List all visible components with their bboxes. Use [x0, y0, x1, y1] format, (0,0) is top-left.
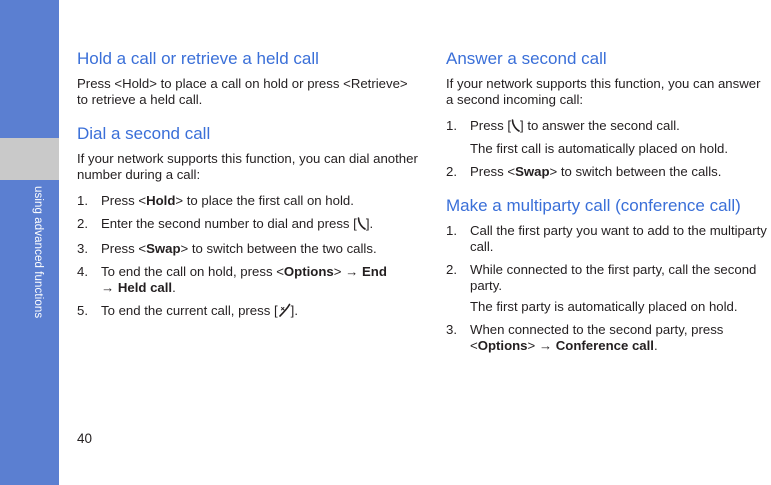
list-item: 1. Press [ ] to answer the second call. The first call is automatically placed on hold.: [446, 118, 729, 156]
list-item: 4. To end the call on hold, press <Options> → End → Held call.: [77, 264, 387, 295]
list-item: 1. Press <Hold> to place the first call on hold.: [77, 193, 354, 208]
dial-intro: If your network supports this function, you can dial another number during a call:: [77, 151, 418, 182]
multiparty-steps: [446, 223, 771, 354]
sidebar-tab-marker: [0, 138, 59, 180]
hold-call-text: Press <Hold> to place a call on hold or press <Retrieve> to retrieve a held call.: [77, 76, 408, 107]
list-item: 2. Enter the second number to dial and press [ ].: [77, 216, 422, 234]
answer-steps: [446, 118, 771, 180]
call-key-icon: [357, 217, 366, 234]
sidebar: [0, 0, 59, 485]
list-item: 3. When connected to the second party, press <Options> → Conference call.: [446, 322, 724, 353]
list-item: 2. Press <Swap> to switch between the calls.: [446, 164, 722, 179]
heading-answer-second-call: Answer a second call: [446, 49, 607, 68]
list-item: 5. To end the current call, press [ ].: [77, 303, 422, 321]
call-key-icon: [511, 119, 520, 136]
page-number: 40: [77, 431, 93, 446]
right-column: [446, 48, 771, 361]
heading-hold-call: Hold a call or retrieve a held call: [77, 49, 319, 68]
heading-dial-second-call: Dial a second call: [77, 124, 211, 143]
dial-steps: [77, 193, 422, 321]
section-label: using advanced functions: [32, 186, 44, 319]
end-key-icon: [278, 303, 291, 321]
answer-intro: If your network supports this function, you can answer a second incoming call:: [446, 76, 761, 107]
list-item: 2. While connected to the first party, call the second party. The first party is automatically placed on hold.: [446, 262, 757, 314]
list-item: 1. Call the first party you want to add to the multiparty call.: [446, 223, 767, 254]
heading-multiparty-call: Make a multiparty call (conference call): [446, 196, 741, 215]
list-item: 3. Press <Swap> to switch between the two calls.: [77, 241, 377, 256]
left-column: [77, 48, 422, 328]
